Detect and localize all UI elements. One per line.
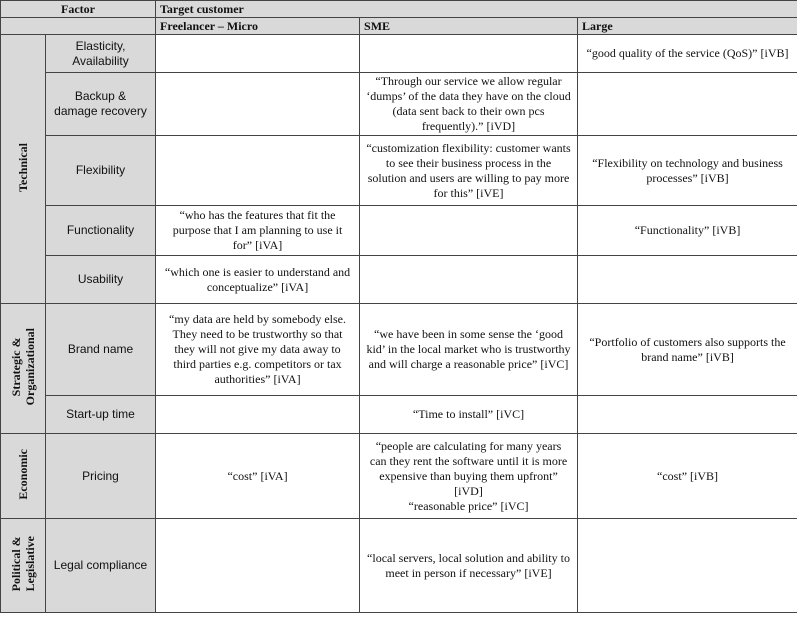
table-row: [1, 73, 797, 136]
factor-cell: Brand name: [46, 304, 156, 396]
large-cell: “Functionality” [iVB]: [578, 206, 797, 256]
micro-cell: “my data are held by somebody else. They need to be trustworthy so that they will not give my data away to third parties e.g. competitors or tax authorities” [iVA]: [156, 304, 360, 396]
category-political-legislative: [1, 519, 46, 613]
col-header-micro: Freelancer – Micro: [156, 18, 360, 35]
micro-cell: “which one is easier to understand and conceptualize” [iVA]: [156, 256, 360, 304]
sme-cell: “customization flexibility: customer wants to see their business process in the solution and users are willing to pay more for this” [iVE]: [360, 136, 578, 206]
category-strategic-organizational: [1, 304, 46, 434]
micro-cell: [156, 136, 360, 206]
micro-cell: [156, 35, 360, 73]
sme-cell: “we have been in some sense the ‘good kid’ in the local market who is trustworthy and will charge a reasonable price” [iVC]: [360, 304, 578, 396]
sme-cell: “local servers, local solution and ability to meet in person if necessary” [iVE]: [360, 519, 578, 613]
table-row: [1, 206, 797, 256]
sme-cell: “Through our service we allow regular ‘dumps’ of the data they have on the cloud (data sent back to their own pcs frequently).” [iVD]: [360, 73, 578, 136]
table-row: [1, 256, 797, 304]
micro-cell: “who has the features that fit the purpose that I am planning to use it for” [iVA]: [156, 206, 360, 256]
factor-cell: Usability: [46, 256, 156, 304]
large-cell: “cost” [iVB]: [578, 434, 797, 519]
micro-cell: “cost” [iVA]: [156, 434, 360, 519]
large-cell: “Flexibility on technology and business processes” [iVB]: [578, 136, 797, 206]
factor-cell: Legal compliance: [46, 519, 156, 613]
target-customer-header: Target customer: [156, 1, 797, 18]
category-label: Economic: [16, 448, 30, 500]
sme-cell: [360, 256, 578, 304]
table-row: [1, 434, 797, 519]
header-row-1: [1, 1, 797, 18]
table-row: [1, 519, 797, 613]
category-economic: [1, 434, 46, 519]
table-row: [1, 35, 797, 73]
micro-cell: [156, 73, 360, 136]
factor-cell: Functionality: [46, 206, 156, 256]
micro-cell: [156, 519, 360, 613]
sme-cell: [360, 35, 578, 73]
micro-cell: [156, 396, 360, 434]
large-cell: [578, 256, 797, 304]
table-row: [1, 136, 797, 206]
factor-cell: Pricing: [46, 434, 156, 519]
header-row-2: [1, 18, 797, 35]
table-row: [1, 396, 797, 434]
factor-cell: Start-up time: [46, 396, 156, 434]
factor-cell: Flexibility: [46, 136, 156, 206]
factor-cell: Elasticity, Availability: [46, 35, 156, 73]
large-cell: [578, 73, 797, 136]
factor-header-blank: [1, 18, 156, 35]
category-label: Political & Legislative: [9, 535, 37, 592]
category-technical: [1, 35, 46, 304]
col-header-large: Large: [578, 18, 797, 35]
factor-cell: Backup & damage recovery: [46, 73, 156, 136]
sme-cell: “people are calculating for many years can they rent the software until it is more expensive than buying them upfront” [iVD] “reasonable price” [iVC]: [360, 434, 578, 519]
large-cell: [578, 519, 797, 613]
sme-cell: “Time to install” [iVC]: [360, 396, 578, 434]
table-row: [1, 304, 797, 396]
sme-cell: [360, 206, 578, 256]
category-label: Technical: [16, 142, 30, 192]
large-cell: “Portfolio of customers also supports the brand name” [iVB]: [578, 304, 797, 396]
large-cell: “good quality of the service (QoS)” [iVB]: [578, 35, 797, 73]
category-label: Strategic & Organizational: [9, 327, 37, 406]
large-cell: [578, 396, 797, 434]
col-header-sme: SME: [360, 18, 578, 35]
factor-header: Factor: [1, 1, 156, 18]
